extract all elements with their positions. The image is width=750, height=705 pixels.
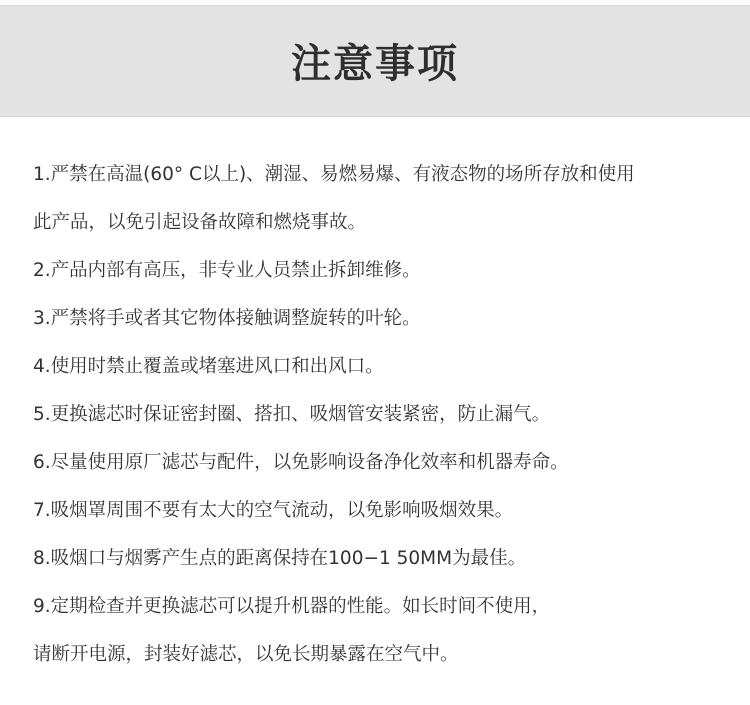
note-line-3: 3.严禁将手或者其它物体接触调整旋转的叶轮。 bbox=[33, 308, 421, 329]
note-line-1: 1.严禁在高温(60° C以上)、潮湿、易燃易爆、有液态物的场所存放和使用 bbox=[33, 164, 635, 185]
notes-list bbox=[33, 151, 733, 679]
header-banner bbox=[0, 5, 750, 117]
note-line-1-continued: 此产品，以免引起设备故障和燃烧事故。 bbox=[33, 212, 367, 233]
page-title: 注意事项 bbox=[291, 40, 459, 87]
note-line-6: 6.尽量使用原厂滤芯与配件，以免影响设备净化效率和机器寿命。 bbox=[33, 452, 569, 473]
note-line-7: 7.吸烟罩周围不要有太大的空气流动，以免影响吸烟效果。 bbox=[33, 500, 514, 521]
note-line-9-continued: 请断开电源，封装好滤芯，以免长期暴露在空气中。 bbox=[33, 644, 459, 665]
note-line-9: 9.定期检查并更换滤芯可以提升机器的性能。如长时间不使用， bbox=[33, 596, 551, 617]
note-line-5: 5.更换滤芯时保证密封圈、搭扣、吸烟管安装紧密，防止漏气。 bbox=[33, 404, 551, 425]
note-line-2: 2.产品内部有高压，非专业人员禁止拆卸维修。 bbox=[33, 260, 421, 281]
note-line-4: 4.使用时禁止覆盖或堵塞进风口和出风口。 bbox=[33, 356, 384, 377]
note-line-8: 8.吸烟口与烟雾产生点的距离保持在100−1 50MM为最佳。 bbox=[33, 548, 527, 569]
